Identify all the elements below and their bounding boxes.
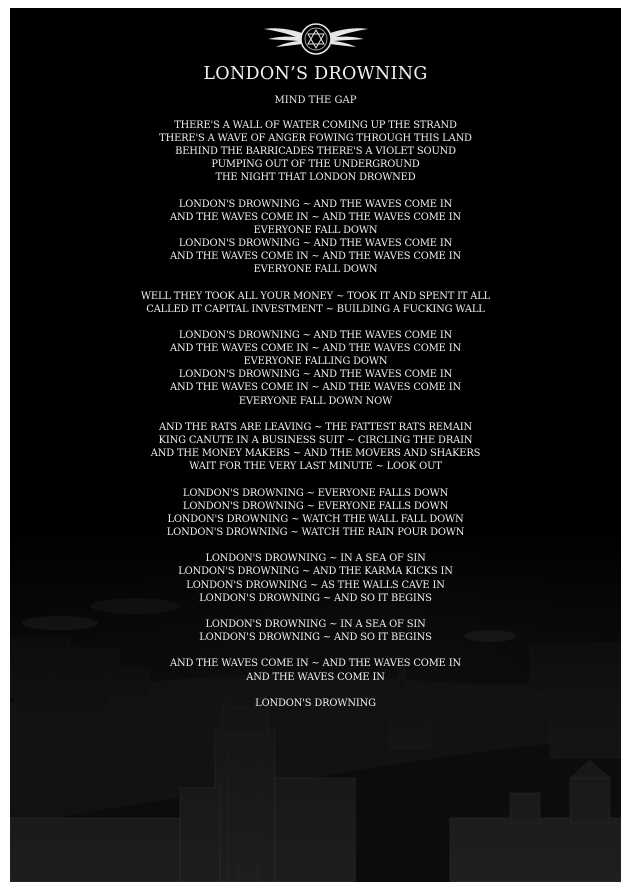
lyric-line: EVERYONE FALL DOWN <box>253 264 378 276</box>
lyric-line: LONDON'S DROWNING ~ AS THE WALLS CAVE IN <box>186 579 445 591</box>
lyric-line: THERE'S A WALL OF WATER COMING UP THE STRAND <box>174 120 457 131</box>
lyric-line: EVERYONE FALL DOWN NOW <box>238 395 393 407</box>
lyric-line: LONDON'S DROWNING ~ AND THE KARMA KICKS IN <box>178 566 453 578</box>
lyric-line: LONDON'S DROWNING <box>255 697 376 709</box>
lyrics-stanza <box>10 487 621 539</box>
lyric-line: WELL THEY TOOK ALL YOUR MONEY ~ TOOK IT AND SPENT IT ALL <box>140 290 491 302</box>
lyric-line: LONDON'S DROWNING ~ AND THE WAVES COME IN <box>178 198 453 210</box>
lyrics-poster <box>10 8 621 882</box>
lyrics-stanza <box>10 697 621 710</box>
lyric-line: AND THE WAVES COME IN <box>246 671 385 683</box>
lyrics-stanza <box>10 119 621 184</box>
lyric-line: LONDON'S DROWNING ~ EVERYONE FALLS DOWN <box>182 500 449 512</box>
lyric-line: THE NIGHT THAT LONDON DROWNED <box>215 172 416 184</box>
lyric-line: PUMPING OUT OF THE UNDERGROUND <box>211 159 420 171</box>
lyric-line: LONDON'S DROWNING ~ AND THE WAVES COME IN <box>178 238 453 250</box>
lyric-line: AND THE WAVES COME IN ~ AND THE WAVES COME IN <box>170 343 461 355</box>
lyric-line: AND THE WAVES COME IN ~ AND THE WAVES COME IN <box>170 382 461 394</box>
lyrics-stanza <box>10 657 621 683</box>
lyric-line: LONDON'S DROWNING ~ IN A SEA OF SIN <box>205 553 426 565</box>
lyric-line: AND THE WAVES COME IN ~ AND THE WAVES COME IN <box>170 251 461 263</box>
lyrics-stanza <box>10 552 621 604</box>
lyric-line: AND THE WAVES COME IN ~ AND THE WAVES COME IN <box>170 211 461 223</box>
lyric-line: CALLED IT CAPITAL INVESTMENT ~ BUILDING A FUCKING WALL <box>146 303 485 315</box>
lyrics-stanza <box>10 421 621 473</box>
lyric-line: AND THE WAVES COME IN ~ AND THE WAVES COME IN <box>170 658 461 670</box>
lyric-line: WAIT FOR THE VERY LAST MINUTE ~ LOOK OUT <box>189 461 442 473</box>
lyrics-stanza <box>10 198 621 277</box>
lyric-line: AND THE MONEY MAKERS ~ AND THE MOVERS AND SHAKERS <box>150 448 481 460</box>
lyric-line: LONDON'S DROWNING ~ AND SO IT BEGINS <box>199 632 432 644</box>
lyric-line: LONDON'S DROWNING ~ IN A SEA OF SIN <box>205 618 426 630</box>
lyric-line: LONDON'S DROWNING ~ AND THE WAVES COME IN <box>178 369 453 381</box>
poster-title: LONDON’S DROWNING <box>203 64 428 84</box>
lyric-line: LONDON'S DROWNING ~ AND SO IT BEGINS <box>199 592 432 604</box>
lyrics-stanza <box>10 290 621 316</box>
lyrics-body <box>10 119 621 723</box>
lyric-line: LONDON'S DROWNING ~ WATCH THE RAIN POUR DOWN <box>166 526 465 538</box>
lyric-line: LONDON'S DROWNING ~ EVERYONE FALLS DOWN <box>182 487 449 499</box>
lyric-line: EVERYONE FALL DOWN <box>253 224 378 236</box>
lyric-line: KING CANUTE IN A BUSINESS SUIT ~ CIRCLING THE DRAIN <box>158 435 473 447</box>
lyric-line: LONDON'S DROWNING ~ WATCH THE WALL FALL DOWN <box>167 513 464 525</box>
lyric-line: BEHIND THE BARRICADES THERE'S A VIOLET SOUND <box>175 146 456 158</box>
winged-emblem-icon <box>262 19 370 59</box>
lyrics-stanza <box>10 618 621 644</box>
lyric-line: THERE'S A WAVE OF ANGER FOWING THROUGH THIS LAND <box>159 133 472 145</box>
poster-subtitle: MIND THE GAP <box>274 95 357 106</box>
lyric-line: EVERYONE FALLING DOWN <box>243 356 388 368</box>
lyrics-stanza <box>10 329 621 408</box>
lyric-line: AND THE RATS ARE LEAVING ~ THE FATTEST RATS REMAIN <box>159 421 472 433</box>
lyric-line: LONDON'S DROWNING ~ AND THE WAVES COME IN <box>178 330 453 342</box>
